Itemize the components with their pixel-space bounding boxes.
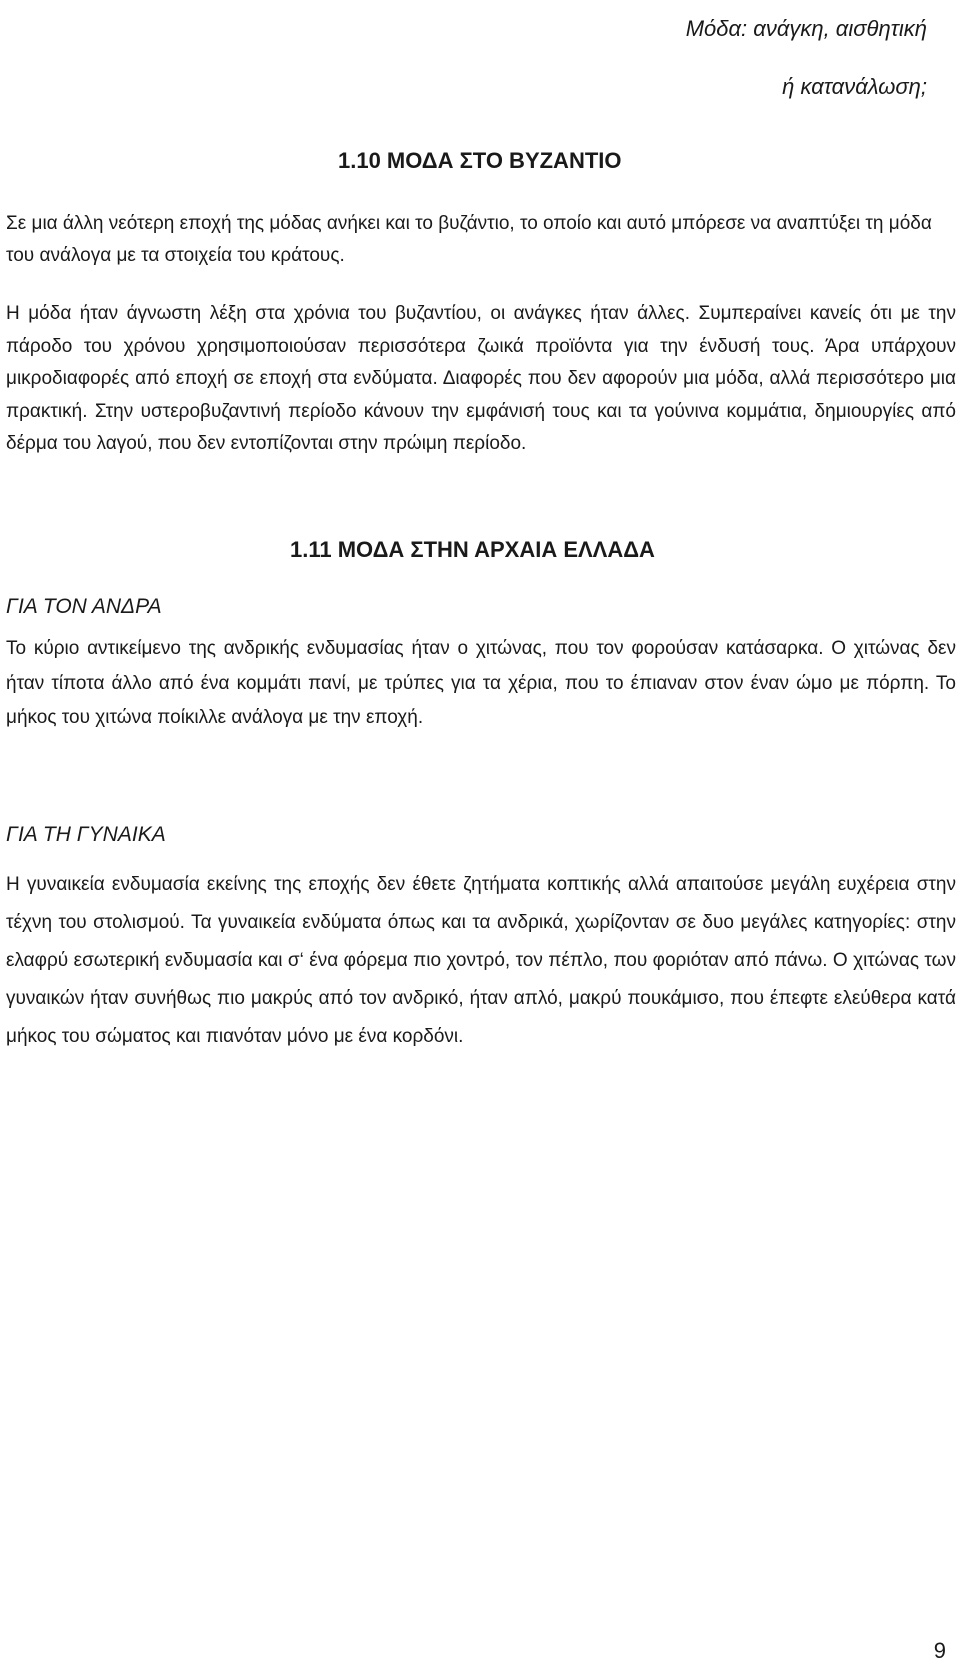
section-title-ancient-greece: 1.11 ΜΟΔΑ ΣΤΗΝ ΑΡΧΑΙΑ ΕΛΛΑΔΑ bbox=[290, 537, 655, 562]
running-header bbox=[686, 0, 927, 116]
paragraph-women: Η γυναικεία ενδυμασία εκείνης της εποχής δεν έθετε ζητήματα κοπτικής αλλά απαιτούσε μεγάλη ευχέρεια στην τέχνη του στολισμού. Τα γυναικεία ενδύματα όπως και τα ανδρικά, χωρίζονταν σε δυο μεγάλες κατηγορίες: στην ελαφρύ εσωτερική ενδυμασία και σ‘ ένα φόρεμα πιο χοντρό, τον πέπλο, που φοριόταν από πάνω. Ο χιτώνας των γυναικών ήταν συνήθως πιο μακρύς από τον ανδρικό, ήταν απλό, μακρύ πουκάμισο, που έπεφτε ελεύθερα κατά μήκος του σώματος και πιανόταν μόνο με ένα κορδόνι. bbox=[6, 874, 956, 1047]
paragraph-byzantium-body: Η μόδα ήταν άγνωστη λέξη στα χρόνια του βυζαντίου, οι ανάγκες ήταν άλλες. Συμπεραίνει κανείς ότι με την πάροδο του χρόνου χρησιμοποιούσαν περισσότερα ζωικά προϊόντα για την ένδυσή τους. Άρα υπάρχουν μικροδιαφορές από εποχή σε εποχή στα ενδύματα. Διαφορές που δεν αφορούν μια μόδα, αλλά περισσότερο μια πρακτική. Στην υστεροβυζαντινή περίοδο κάνουν την εμφάνισή τους και τα γούνινα κομμάτια, δημιουργίες από δέρμα του λαγού, που δεν εντοπίζονται στην πρώιμη περίοδο. bbox=[6, 303, 956, 455]
subheading-men: ΓΙΑ ΤΟΝ ΑΝΔΡΑ bbox=[6, 595, 162, 618]
paragraph-byzantium-intro: Σε μια άλλη νεότερη εποχή της μόδας ανήκει και το βυζάντιο, το οποίο και αυτό μπόρεσε να αναπτύξει τη μόδα του ανάλογα με τα στοιχεία του κράτους. bbox=[6, 213, 932, 266]
paragraph-men: Το κύριο αντικείμενο της ανδρικής ενδυμασίας ήταν ο χιτώνας, που τον φορούσαν κατάσαρκα. Ο χιτώνας δεν ήταν τίποτα άλλο από ένα κομμάτι πανί, με τρύπες για τα χέρια, που το έπιαναν στον έναν ώμο με πόρπη. Το μήκος του χιτώνα ποίκιλλε ανάλογα με την εποχή. bbox=[6, 638, 956, 728]
page-number: 9 bbox=[933, 1638, 946, 1663]
running-header-line-2: ή κατανάλωση; bbox=[782, 74, 927, 99]
running-header-line-1: Μόδα: ανάγκη, αισθητική bbox=[685, 16, 927, 41]
section-title-byzantium: 1.10 ΜΟΔΑ ΣΤΟ ΒΥΖΑΝΤΙΟ bbox=[338, 148, 622, 173]
subheading-women: ΓΙΑ ΤΗ ΓΥΝΑΙΚΑ bbox=[6, 823, 166, 846]
